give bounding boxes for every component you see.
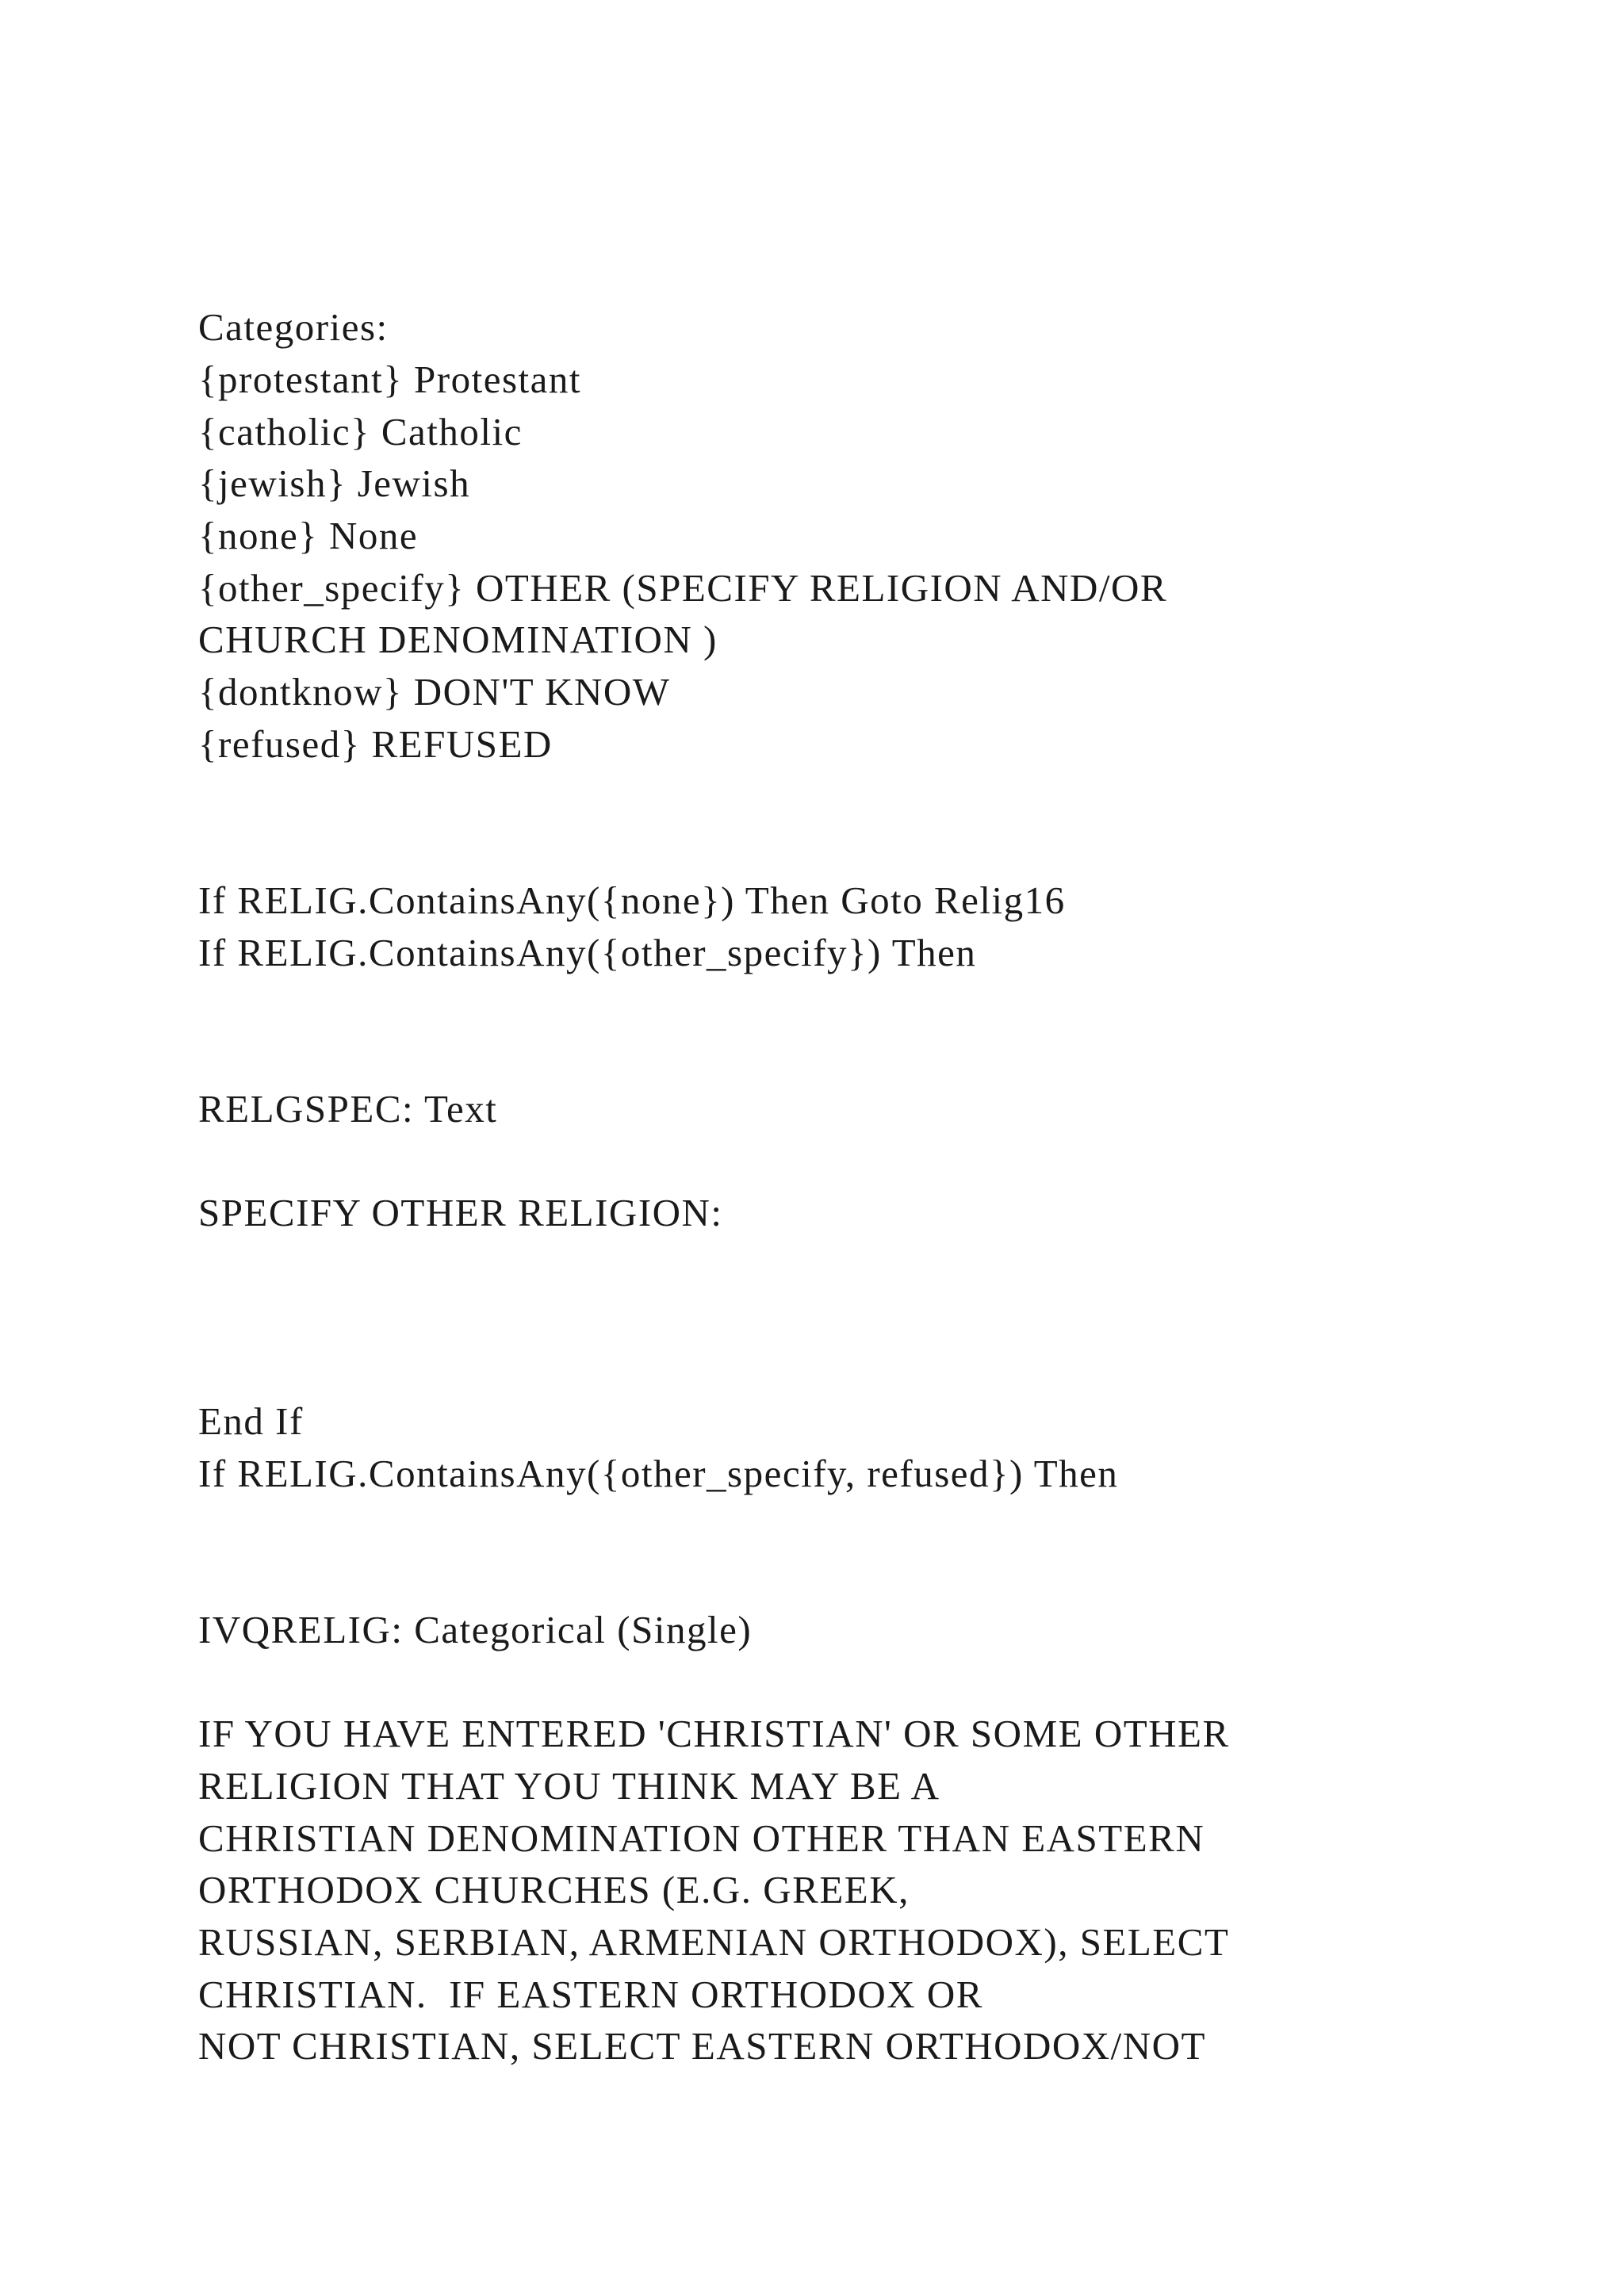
category-item: {catholic} Catholic [198, 410, 523, 453]
ivqrelig-instruction-line: CHRISTIAN. IF EASTERN ORTHODOX OR [198, 1973, 983, 2016]
ivqrelig-definition: IVQRELIG: Categorical (Single) [198, 1608, 753, 1651]
category-item: {refused} REFUSED [198, 722, 553, 766]
ivqrelig-instruction-line: CHRISTIAN DENOMINATION OTHER THAN EASTERN [198, 1816, 1205, 1860]
relgspec-prompt: SPECIFY OTHER RELIGION: [198, 1191, 723, 1234]
category-item-continuation: CHURCH DENOMINATION ) [198, 618, 718, 661]
ivqrelig-instruction-line: NOT CHRISTIAN, SELECT EASTERN ORTHODOX/NOT [198, 2024, 1206, 2068]
category-item: {other_specify} OTHER (SPECIFY RELIGION AND/OR [198, 566, 1168, 610]
relgspec-definition: RELGSPEC: Text [198, 1087, 498, 1131]
categories-heading: Categories: [198, 305, 389, 349]
category-item: {none} None [198, 514, 419, 557]
ivqrelig-instruction-line: RUSSIAN, SERBIAN, ARMENIAN ORTHODOX), SELECT [198, 1920, 1230, 1964]
logic-line: End If [198, 1399, 304, 1443]
ivqrelig-instruction-line: RELIGION THAT YOU THINK MAY BE A [198, 1764, 940, 1808]
category-item: {protestant} Protestant [198, 358, 581, 401]
logic-line: If RELIG.ContainsAny({other_specify, refused}) Then [198, 1452, 1119, 1495]
logic-line: If RELIG.ContainsAny({other_specify}) Then [198, 931, 977, 974]
category-item: {dontknow} DON'T KNOW [198, 670, 671, 714]
category-item: {jewish} Jewish [198, 461, 471, 505]
ivqrelig-instruction-line: ORTHODOX CHURCHES (E.G. GREEK, [198, 1868, 910, 1911]
logic-line: If RELIG.ContainsAny({none}) Then Goto Relig16 [198, 878, 1066, 922]
ivqrelig-instruction-line: IF YOU HAVE ENTERED 'CHRISTIAN' OR SOME OTHER [198, 1712, 1230, 1755]
